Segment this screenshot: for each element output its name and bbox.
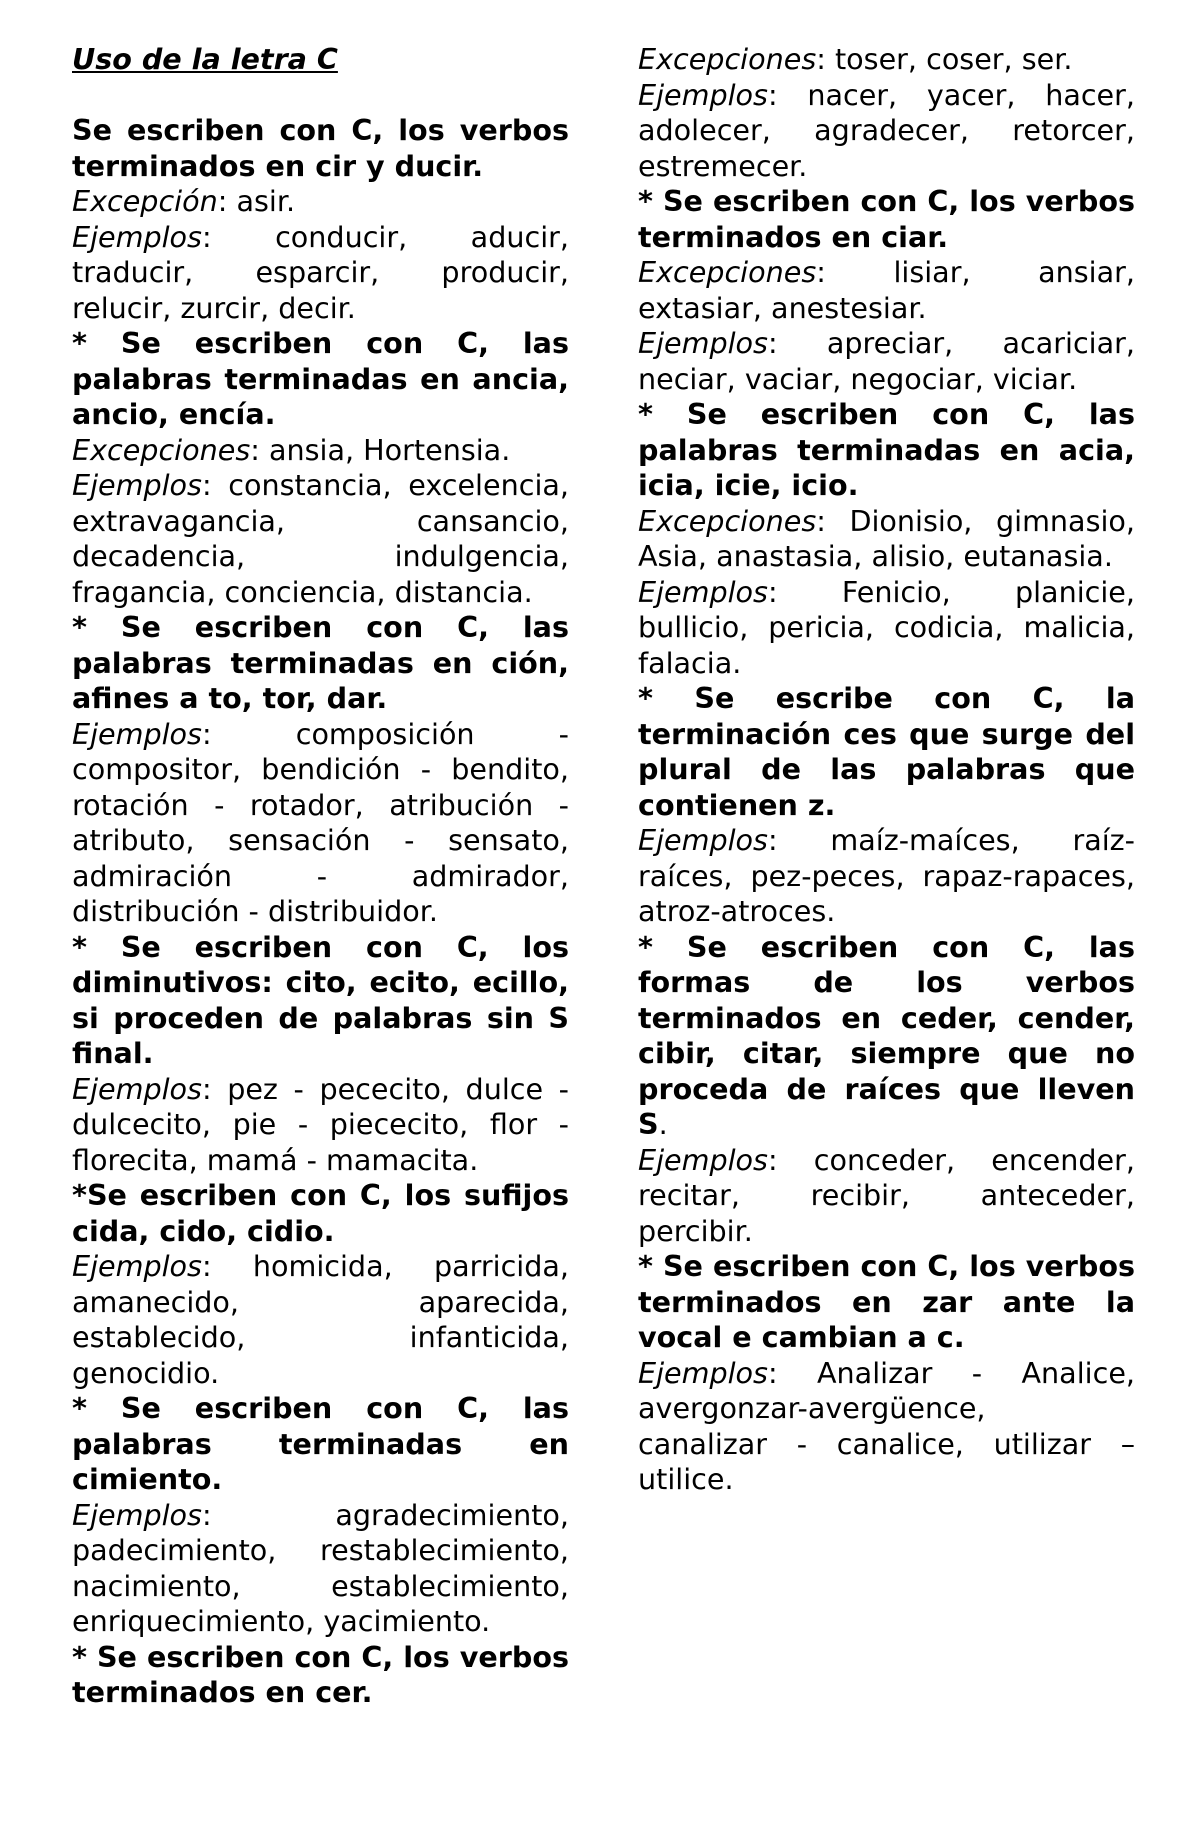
note-line bbox=[72, 1498, 569, 1640]
note-label: Ejemplos bbox=[72, 1249, 202, 1283]
note-separator: : bbox=[767, 77, 808, 112]
rule-heading-text: * Se escriben con C, las palabras terminadas en cimiento. bbox=[72, 1391, 569, 1496]
rule-heading bbox=[72, 326, 569, 433]
left-column bbox=[72, 42, 569, 1711]
note-separator: : bbox=[201, 1071, 228, 1106]
note-separator: : bbox=[816, 42, 835, 76]
note-label: Ejemplos bbox=[638, 574, 768, 609]
note-label: Excepciones bbox=[638, 42, 817, 76]
note-separator: : bbox=[201, 468, 229, 502]
rule-heading-text: * Se escriben con C, las palabras terminadas en acia, icia, icie, icio. bbox=[638, 397, 1135, 502]
note-text: toser, coser, ser. bbox=[834, 42, 1073, 76]
document-title: Uso de la letra C bbox=[72, 42, 338, 76]
rule-heading-text: Se escriben con C, los verbos terminados en cir y ducir. bbox=[72, 113, 569, 183]
rule-heading bbox=[72, 113, 569, 184]
rule-heading bbox=[72, 1391, 569, 1498]
note-line bbox=[72, 184, 569, 220]
note-separator: : bbox=[816, 255, 894, 289]
note-label: Ejemplos bbox=[72, 1071, 202, 1106]
rule-heading bbox=[638, 1249, 1135, 1356]
note-text: agradecimiento, padecimiento, restablecimiento, nacimiento, establecimiento, enriquecimiento, yacimiento. bbox=[72, 1497, 569, 1638]
note-line bbox=[72, 1249, 569, 1391]
note-label: Ejemplos bbox=[638, 77, 768, 112]
rule-heading-text: * Se escriben con C, los verbos terminados en cer. bbox=[72, 1639, 569, 1709]
plain-text: canalizar - canalice, utilizar – utilice. bbox=[638, 1426, 1135, 1496]
note-separator: : bbox=[767, 326, 827, 360]
note-separator: : bbox=[767, 1142, 814, 1177]
note-line bbox=[638, 255, 1135, 326]
rule-heading bbox=[72, 1178, 569, 1249]
note-label: Ejemplos bbox=[638, 823, 768, 857]
note-line bbox=[638, 42, 1135, 78]
rule-heading-text: *Se escriben con C, los sufijos cida, cido, cidio. bbox=[72, 1178, 569, 1248]
note-label: Excepciones bbox=[638, 503, 817, 538]
note-line bbox=[638, 326, 1135, 397]
note-label: Ejemplos bbox=[72, 219, 202, 254]
note-text: ansia, Hortensia. bbox=[268, 432, 511, 467]
note-line bbox=[638, 1356, 1135, 1427]
rule-heading-text: * Se escribe con C, la terminación ces que surge del plural de las palabras que contienen z. bbox=[638, 681, 1135, 822]
note-text: conducir, aducir, traducir, esparcir, producir, relucir, zurcir, decir. bbox=[72, 219, 569, 325]
rule-heading-text: * Se escriben con C, las palabras terminadas en ancia, ancio, encía. bbox=[72, 326, 569, 431]
rule-heading bbox=[638, 681, 1135, 823]
note-separator: : bbox=[201, 219, 276, 254]
note-text: composición - compositor, bendición - bendito, rotación - rotador, atribución - atributo, sensación - sensato, admiración - admirador, distribución - distribuidor. bbox=[72, 716, 569, 928]
note-separator: : bbox=[217, 184, 237, 218]
note-label: Ejemplos bbox=[72, 1497, 202, 1532]
note-separator: : bbox=[767, 823, 831, 857]
note-line bbox=[638, 78, 1135, 185]
rule-heading bbox=[72, 1640, 569, 1711]
note-text: Dionisio, gimnasio, Asia, anastasia, alisio, eutanasia. bbox=[638, 503, 1135, 573]
rule-heading bbox=[72, 930, 569, 1072]
right-column bbox=[638, 42, 1135, 1498]
note-text: pez - pececito, dulce - dulcecito, pie - piececito, flor - florecita, mamá - mamacita. bbox=[72, 1071, 569, 1177]
note-label: Excepción bbox=[72, 184, 218, 218]
note-text: Analizar - Analice, avergonzar-avergüence, bbox=[638, 1355, 1135, 1425]
note-separator: : bbox=[201, 716, 296, 751]
rule-heading bbox=[638, 184, 1135, 255]
note-text: constancia, excelencia, extravagancia, cansancio, decadencia, indulgencia, fragancia, conciencia, distancia. bbox=[72, 468, 569, 609]
note-text: lisiar, ansiar, extasiar, anestesiar. bbox=[638, 255, 1135, 325]
rule-heading-text: * Se escriben con C, los diminutivos: cito, ecito, ecillo, si proceden de palabras sin S final. bbox=[72, 929, 569, 1070]
note-separator: : bbox=[201, 1249, 253, 1283]
note-separator: : bbox=[816, 503, 850, 538]
note-separator: : bbox=[250, 432, 269, 467]
note-text: asir. bbox=[236, 184, 296, 218]
note-text: homicida, parricida, amanecido, aparecida, establecido, infanticida, genocidio. bbox=[72, 1249, 569, 1390]
note-line bbox=[638, 823, 1135, 930]
note-line bbox=[72, 468, 569, 610]
title-spacer bbox=[72, 78, 569, 114]
note-separator: : bbox=[767, 574, 842, 609]
note-line bbox=[638, 504, 1135, 575]
note-text: conceder, encender, recitar, recibir, anteceder, percibir. bbox=[638, 1142, 1135, 1248]
note-label: Ejemplos bbox=[638, 1142, 768, 1177]
note-text: nacer, yacer, hacer, adolecer, agradecer, retorcer, estremecer. bbox=[638, 77, 1135, 183]
rule-heading-text: * Se escriben con C, los verbos terminados en ciar. bbox=[638, 184, 1135, 254]
note-line bbox=[72, 220, 569, 327]
note-text: maíz-maíces, raíz-raíces, pez-peces, rapaz-rapaces, atroz-atroces. bbox=[638, 823, 1135, 928]
rule-heading-text: * Se escriben con C, las palabras terminadas en ción, afines a to, tor, dar. bbox=[72, 610, 569, 715]
rule-heading bbox=[72, 610, 569, 717]
note-line bbox=[72, 433, 569, 469]
note-line bbox=[638, 575, 1135, 682]
note-text: Fenicio, planicie, bullicio, pericia, codicia, malicia, falacia. bbox=[638, 574, 1135, 680]
note-label: Excepciones bbox=[72, 432, 251, 467]
note-separator: : bbox=[767, 1355, 817, 1390]
rule-heading bbox=[638, 930, 1135, 1143]
note-label: Ejemplos bbox=[638, 1355, 768, 1390]
note-label: Ejemplos bbox=[72, 716, 202, 751]
rule-heading-text: * Se escriben con C, los verbos terminados en zar ante la vocal e cambian a c. bbox=[638, 1249, 1135, 1354]
rule-heading-text: * Se escriben con C, las formas de los verbos terminados en ceder, cender, cibir, citar, siempre que no proceda de raíces que lleven S bbox=[638, 929, 1135, 1141]
rule-heading bbox=[638, 397, 1135, 504]
note-label: Ejemplos bbox=[72, 468, 202, 502]
plain-line bbox=[638, 1427, 1135, 1498]
note-line bbox=[638, 1143, 1135, 1250]
note-separator: : bbox=[201, 1497, 336, 1532]
note-label: Excepciones bbox=[638, 255, 817, 289]
note-label: Ejemplos bbox=[638, 326, 768, 360]
note-text: apreciar, acariciar, neciar, vaciar, negociar, viciar. bbox=[638, 326, 1135, 396]
note-line bbox=[72, 717, 569, 930]
rule-heading-tail: . bbox=[658, 1107, 668, 1141]
note-line bbox=[72, 1072, 569, 1179]
